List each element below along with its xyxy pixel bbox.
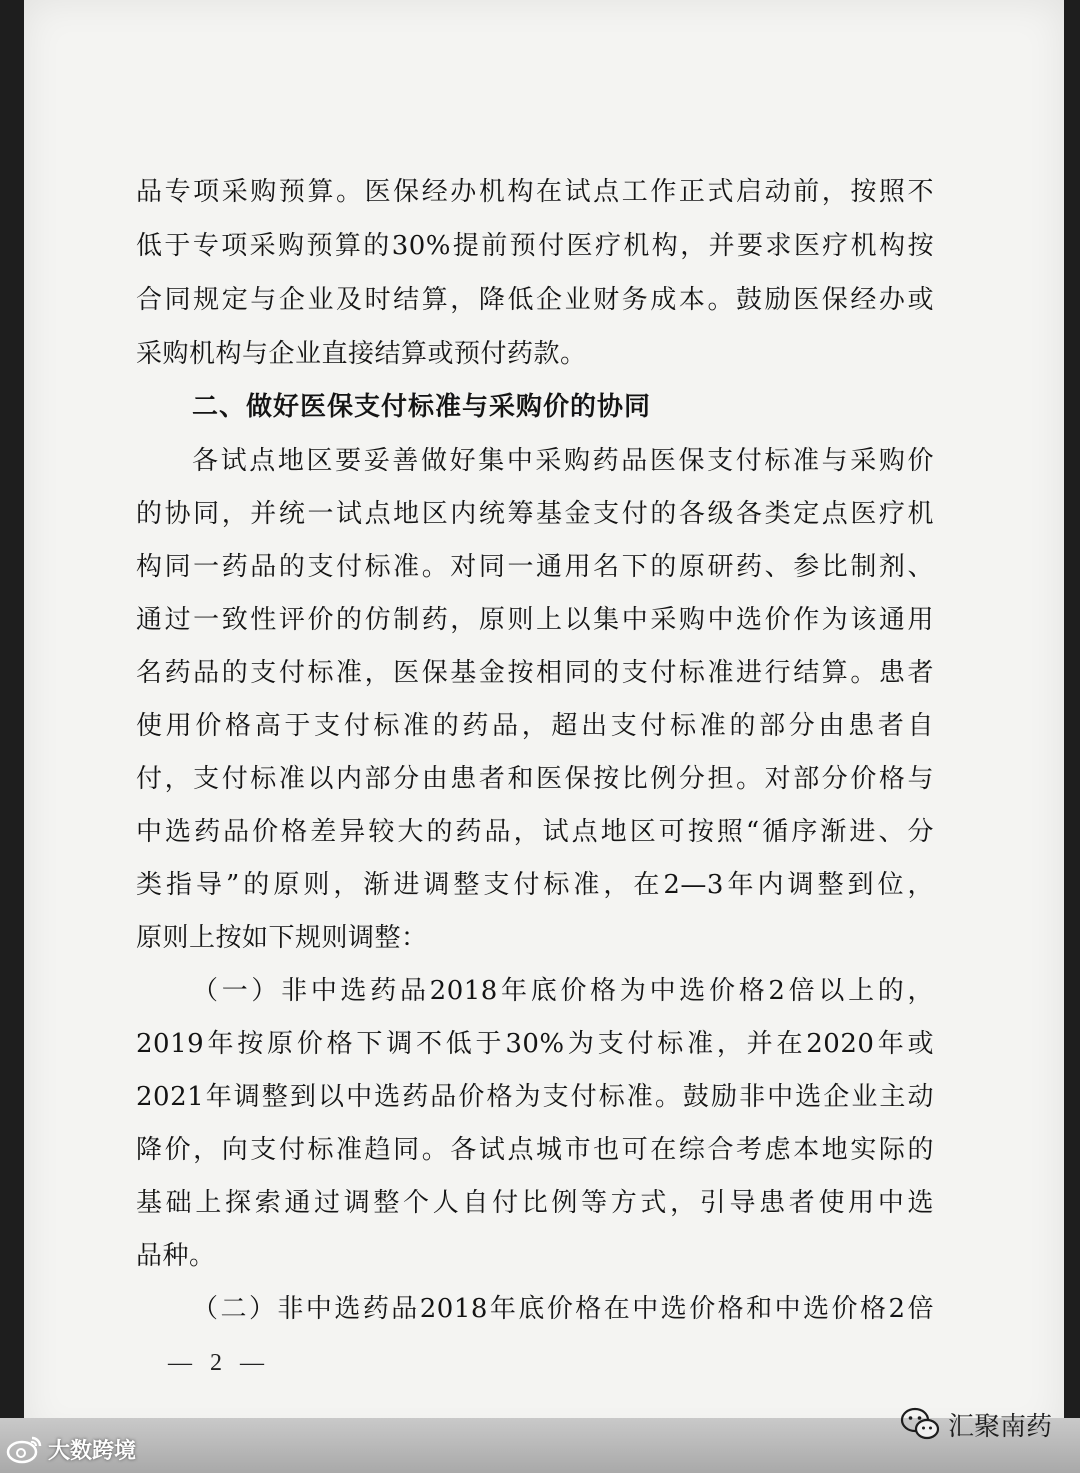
text-line: （二）非中选药品2018年底价格在中选价格和中选价格2倍 bbox=[192, 1294, 934, 1324]
text-line: 名药品的支付标准，医保基金按相同的支付标准进行结算。患者 bbox=[136, 658, 934, 688]
text-line: 通过一致性评价的仿制药，原则上以集中采购中选价作为该通用 bbox=[136, 605, 934, 635]
weibo-icon bbox=[6, 1434, 44, 1464]
text-line: 各试点地区要妥善做好集中采购药品医保支付标准与采购价 bbox=[192, 446, 934, 476]
text-line: 基础上探索通过调整个人自付比例等方式，引导患者使用中选 bbox=[136, 1188, 934, 1218]
text-line: 合同规定与企业及时结算，降低企业财务成本。鼓励医保经办或 bbox=[136, 285, 934, 315]
watermark-left bbox=[6, 1432, 136, 1466]
text-line: 降价，向支付标准趋同。各试点城市也可在综合考虑本地实际的 bbox=[136, 1135, 934, 1165]
page-number: — 2 — bbox=[168, 1350, 270, 1376]
text-line: 低于专项采购预算的30%提前预付医疗机构，并要求医疗机构按 bbox=[136, 231, 934, 261]
text-line: 2019年按原价格下调不低于30%为支付标准，并在2020年或 bbox=[136, 1029, 934, 1059]
text-line: （一）非中选药品2018年底价格为中选价格2倍以上的， bbox=[192, 976, 934, 1006]
watermark-right bbox=[900, 1402, 1052, 1446]
wechat-icon bbox=[900, 1407, 940, 1441]
text-line: 付，支付标准以内部分由患者和医保按比例分担。对部分价格与 bbox=[136, 764, 934, 794]
text-line: 2021年调整到以中选药品价格为支付标准。鼓励非中选企业主动 bbox=[136, 1082, 934, 1112]
watermark-left-text: 大数跨境 bbox=[48, 1438, 137, 1464]
text-line: 原则上按如下规则调整： bbox=[136, 923, 428, 953]
text-line: 构同一药品的支付标准。对同一通用名下的原研药、参比制剂、 bbox=[136, 552, 934, 582]
text-line: 的协同，并统一试点地区内统筹基金支付的各级各类定点医疗机 bbox=[136, 499, 934, 529]
text-line: 采购机构与企业直接结算或预付药款。 bbox=[136, 339, 587, 369]
text-line: 使用价格高于支付标准的药品，超出支付标准的部分由患者自 bbox=[136, 711, 934, 741]
text-line: 中选药品价格差异较大的药品，试点地区可按照“循序渐进、分 bbox=[136, 817, 934, 847]
text-line: 类指导”的原则，渐进调整支付标准，在2—3年内调整到位， bbox=[136, 870, 934, 900]
text-line: 品种。 bbox=[136, 1241, 216, 1271]
text-line: 品专项采购预算。医保经办机构在试点工作正式启动前，按照不 bbox=[136, 177, 934, 207]
watermark-right-text: 汇聚南药 bbox=[947, 1411, 1052, 1442]
section-heading: 二、做好医保支付标准与采购价的协同 bbox=[192, 392, 652, 422]
